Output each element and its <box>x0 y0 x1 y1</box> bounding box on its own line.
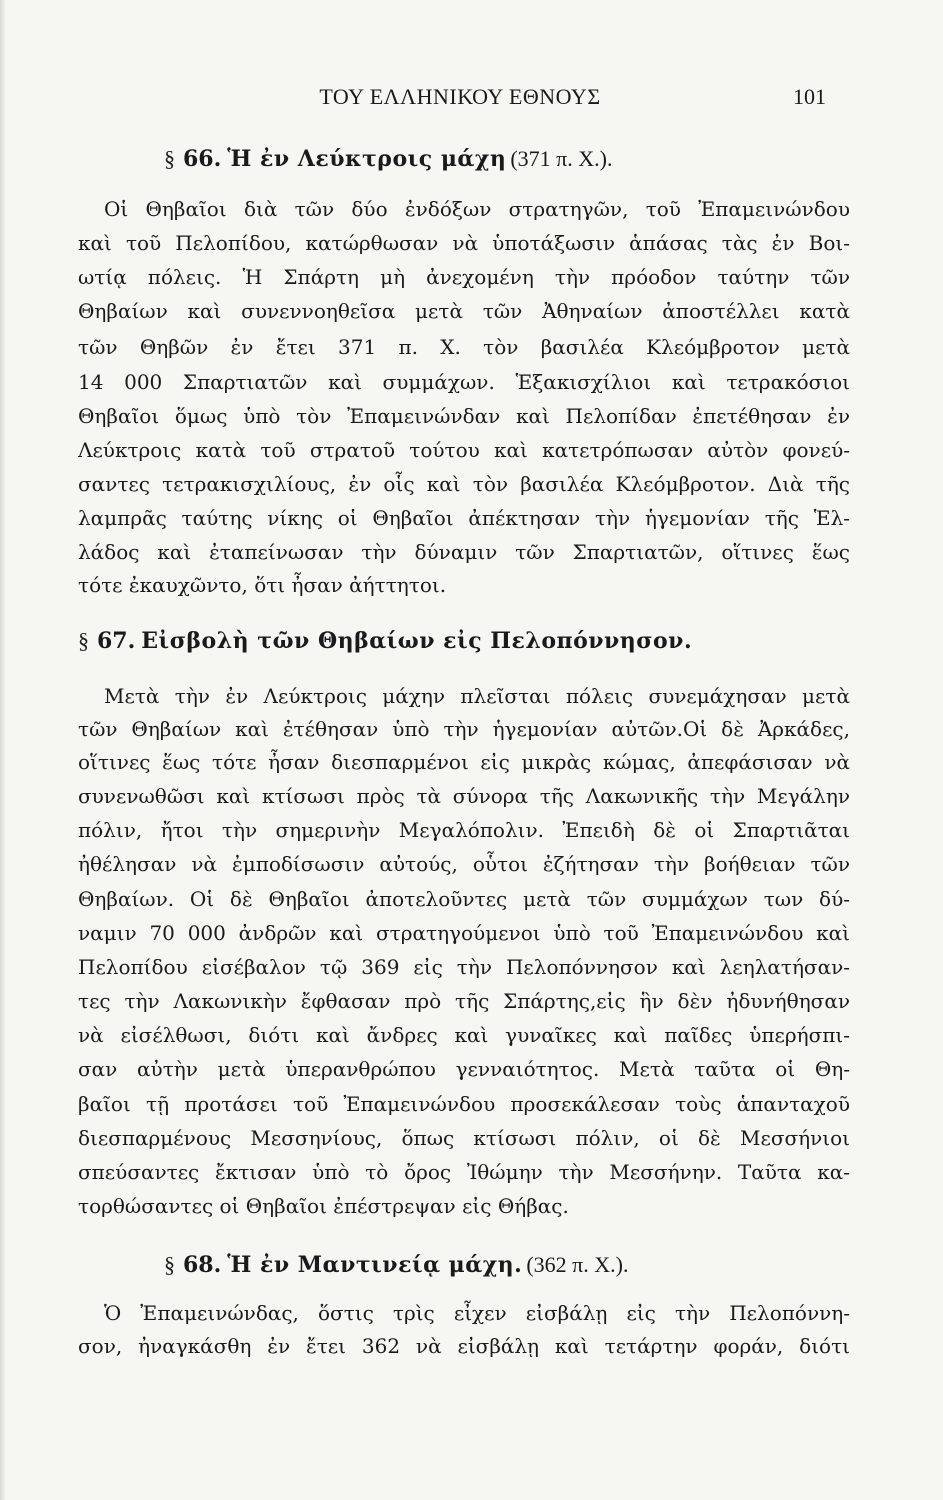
text-line: τότε ἐκαυχῶντο, ὅτι ἦσαν ἀήττητοι. <box>78 573 447 597</box>
text-line: τῶν Θηβαίων καὶ ἐτέθησαν ὑπὸ τὴν ἡγεμονίαν αὐτῶν.Οἱ δὲ Ἀρκάδες, <box>78 717 850 741</box>
text-line: τες τὴν Λακωνικὴν ἔφθασαν πρὸ τῆς Σπάρτης,εἰς ἣν δὲν ἠδυνήθησαν <box>78 989 850 1013</box>
section-symbol: § <box>78 628 89 653</box>
text-line: σαντες τετρακισχιλίους, ἐν οἷς καὶ τὸν βασιλέα Κλεόμβροτον. Διὰ τῆς <box>78 472 850 496</box>
section-number: 67. <box>97 628 136 654</box>
text-line: λαμπρᾶς ταύτης νίκης οἱ Θηβαῖοι ἀπέκτησαν τὴν ἡγεμονίαν τῆς Ἑλ- <box>78 506 850 530</box>
section-title: Ἡ ἐν Λεύκτροις μάχη <box>227 146 507 172</box>
text-line: Λεύκτροις κατὰ τοῦ στρατοῦ τούτου καὶ κατετρόπωσαν αὐτὸν φονεύ- <box>78 438 850 462</box>
text-line: συνενωθῶσι καὶ κτίσωσι πρὸς τὰ σύνορα τῆς Λακωνικῆς τὴν Μεγάλην <box>78 784 850 808</box>
section-date: (362 π. Χ.). <box>526 1252 629 1277</box>
text-line: Θηβαῖοι ὅμως ὑπὸ τὸν Ἐπαμεινώνδαν καὶ Πελοπίδαν ἐπετέθησαν ἐν <box>78 404 850 428</box>
text-line: βαῖοι τῇ προτάσει τοῦ Ἐπαμεινώνδου προσεκάλεσαν τοὺς ἁπανταχοῦ <box>78 1092 850 1116</box>
section-heading-68 <box>78 1252 850 1288</box>
text-line: διεσπαρμένους Μεσσηνίους, ὅπως κτίσωσι πόλιν, οἱ δὲ Μεσσήνιοι <box>78 1126 850 1150</box>
page-edge <box>0 0 6 1500</box>
text-line: πόλιν, ἤτοι τὴν σημερινὴν Μεγαλόπολιν. Ἐπειδὴ δὲ οἱ Σπαρτιᾶται <box>78 818 850 842</box>
text-line: τῶν Θηβῶν ἐν ἔτει 371 π. Χ. τὸν βασιλέα Κλεόμβροτον μετὰ <box>78 335 850 359</box>
text-line: νὰ εἰσέλθωσι, διότι καὶ ἄνδρες καὶ γυναῖκες καὶ παῖδες ὑπερήσπι- <box>78 1023 850 1047</box>
text-line: Οἱ Θηβαῖοι διὰ τῶν δύο ἐνδόξων στρατηγῶν, τοῦ Ἐπαμεινώνδου <box>104 197 850 221</box>
text-line: ναμιν 70 000 ἀνδρῶν καὶ στρατηγούμενοι ὑπὸ τοῦ Ἐπαμεινώνδου καὶ <box>78 921 850 945</box>
text-line: Θηβαίων καὶ συνεννοηθεῖσα μετὰ τῶν Ἀθηναίων ἀποστέλλει κατὰ <box>78 299 850 323</box>
text-line: Μετὰ τὴν ἐν Λεύκτροις μάχην πλεῖσται πόλεις συνεμάχησαν μετὰ <box>104 684 850 708</box>
page-number: 101 <box>793 84 826 109</box>
text-line: καὶ τοῦ Πελοπίδου, κατώρθωσαν νὰ ὑποτάξωσιν ἁπάσας τὰς ἐν Βοι- <box>78 231 850 255</box>
text-line: λάδος καὶ ἐταπείνωσαν τὴν δύναμιν τῶν Σπαρτιατῶν, οἵτινες ἕως <box>78 540 850 564</box>
section-number: 68. <box>183 1252 222 1278</box>
section-date: (371 π. Χ.). <box>510 146 613 171</box>
text-line: 14 000 Σπαρτιατῶν καὶ συμμάχων. Ἑξακισχίλιοι καὶ τετρακόσιοι <box>78 370 850 394</box>
text-line: Πελοπίδου εἰσέβαλον τῷ 369 εἰς τὴν Πελοπόννησον καὶ λεηλατήσαν- <box>78 955 850 979</box>
text-line: ωτίᾳ πόλεις. Ἡ Σπάρτη μὴ ἀνεχομένη τὴν πρόοδον ταύτην τῶν <box>78 265 850 289</box>
section-symbol: § <box>164 1252 175 1277</box>
section-number: 66. <box>183 146 222 172</box>
section-symbol: § <box>164 146 175 171</box>
section-heading-66 <box>78 146 850 182</box>
page-header <box>80 84 840 118</box>
text-line: Θηβαίων. Οἱ δὲ Θηβαῖοι ἀποτελοῦντες μετὰ τῶν συμμάχων των δύ- <box>78 887 850 911</box>
text-line: σον, ἠναγκάσθη ἐν ἔτει 362 νὰ εἰσβάλῃ καὶ τετάρτην φοράν, διότι <box>78 1334 850 1358</box>
section-heading-67 <box>78 628 850 664</box>
text-line: ἠθέλησαν νὰ ἐμποδίσωσιν αὐτούς, οὗτοι ἐζήτησαν τὴν βοήθειαν τῶν <box>78 852 850 876</box>
section-title: Εἰσβολὴ τῶν Θηβαίων εἰς Πελοπόννησον. <box>141 628 693 654</box>
text-line: σαν αὐτὴν μετὰ ὑπερανθρώπου γενναιότητος. Μετὰ ταῦτα οἱ Θη- <box>78 1057 850 1081</box>
text-line: οἵτινες ἕως τότε ἦσαν διεσπαρμένοι εἰς μικρὰς κώμας, ἀπεφάσισαν νὰ <box>78 750 850 774</box>
text-line: τορθώσαντες οἱ Θηβαῖοι ἐπέστρεψαν εἰς Θήβας. <box>78 1194 569 1218</box>
running-title: ΤΟΥ ΕΛΛΗΝΙΚΟΥ ΕΘΝΟΥΣ <box>319 84 601 109</box>
text-line: σπεύσαντες ἔκτισαν ὑπὸ τὸ ὄρος Ἰθώμην τὴν Μεσσήνην. Ταῦτα κα- <box>78 1160 850 1184</box>
section-title: Ἡ ἐν Μαντινείᾳ μάχη. <box>227 1252 523 1278</box>
text-line: Ὁ Ἐπαμεινώνδας, ὅστις τρὶς εἶχεν εἰσβάλῃ εἰς τὴν Πελοπόννη- <box>104 1301 850 1325</box>
